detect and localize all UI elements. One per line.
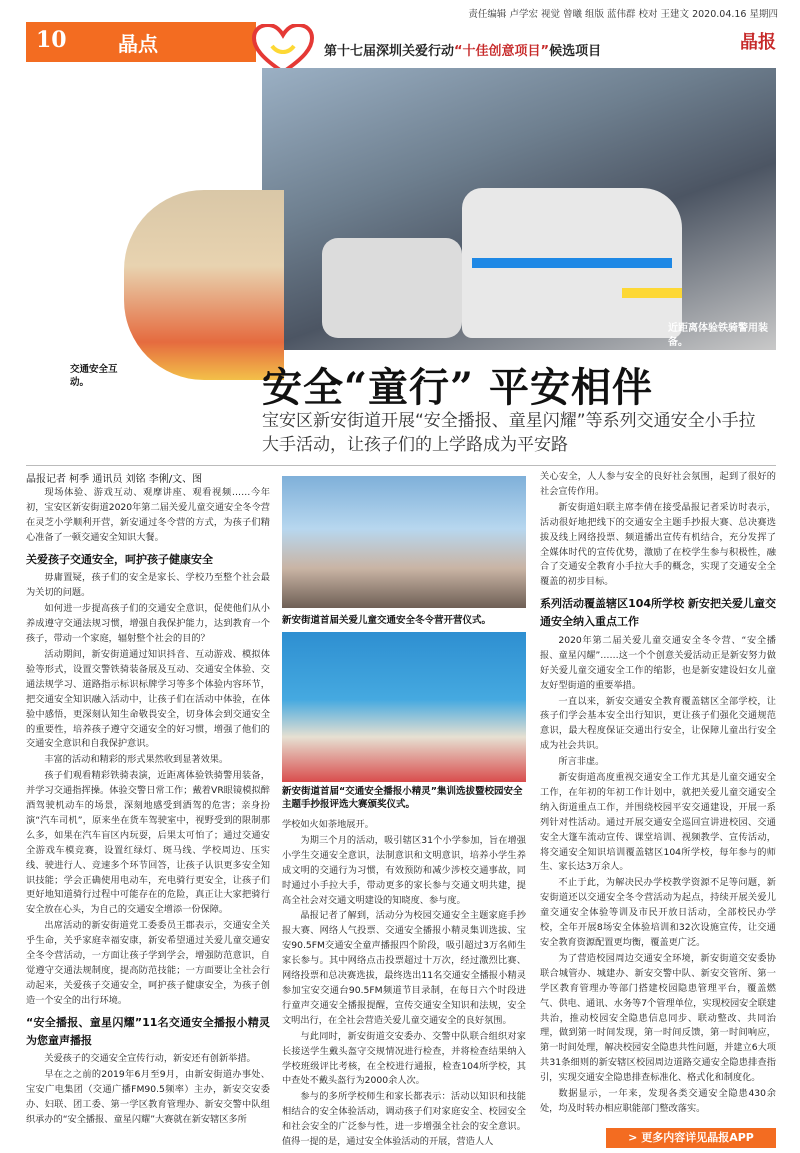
section-tag [26, 22, 256, 62]
ceremony-photo-caption: 新安街道首届关爱儿童交通安全冬令营开营仪式。 [282, 615, 492, 626]
header-meta: 责任编辑 卢学宏 视觉 曾曦 组版 蓝伟群 校对 王建文 2020.04.16 星期四 [468, 9, 778, 20]
paragraph: 孩子们观看精彩铁骑表演，近距离体验铁骑警用装备，并学习交通指挥操。体验交警日常工作；戴着VR眼镜模拟醉酒驾驶机动车的场景，深刻地感受到酒驾的危害；亲身扮演“汽车司机”，原来坐在货车驾驶室中，视野受到的限制那么多，如果在汽车盲区内玩耍，后果太可怕了；通过交通安全游戏车模竞赛，设置红绿灯、斑马线、学校周边、压实线、驶进行人、竞速多个环节回答，让孩子认识更多安全知识技能；学会正确使用电动车，充电骑行更安全，让孩子们更好地知道骑行过程中可能存在的危险，真正让大家把骑行安全放在心头，为自己的交通安全增添一份保障。 [26, 770, 270, 916]
paragraph: 新安街道妇联主席李倩在接受晶报记者采访时表示，活动很好地把线下的交通安全主题手抄报大赛、总决赛选拔及线上网络投票、频道播出宣传有机结合，充分发挥了全媒体时代的宣传优势，激励了在校学生参与积极性，融合了交通安全教育小手拉大手的概念，实现了交通安全全覆盖的初步目标。 [540, 501, 776, 588]
paragraph: 学校如火如荼地展开。 [282, 819, 374, 830]
main-photo-caption: 近距离体验铁骑警用装备。 [668, 323, 768, 348]
side-photo [124, 190, 284, 380]
headline: 安全“童行” 平安相伴 [262, 364, 653, 411]
paragraph: 关心安全，人人参与安全的良好社会氛围，起到了很好的社会宣传作用。 [540, 471, 776, 497]
paragraph: 2020年第二届关爱儿童交通安全冬令营、“安全播报、童星闪耀”……这一个个创意关爱活动正是新安努力做好关爱儿童交通安全工作的缩影，也是新安建设妇女儿童友好型街道的重要举措。 [540, 634, 776, 691]
section-name: 晶点 [118, 32, 158, 56]
divider [26, 465, 776, 466]
paragraph: 与此同时，新安街道交安委办、交警中队联合组织对家长接送学生戴头盔守交规情况进行检查，并将检查结果纳入学校班级评比考核，在全校进行通报，检查104所学校，其中查处不戴头盔行为2000余人次。 [282, 1030, 526, 1087]
article-column-3 [540, 470, 776, 1118]
paragraph: 晶报记者了解到，活动分为校园交通安全主题家庭手抄报大赛、网络人气投票、交通安全播报小精灵集训选拔、宝安90.5FM交通安全童声播报四个阶段，吸引超过3万名师生家长参与。其中网络点击投票超过十万次，经过激烈比赛、网络投票和总决赛选拔，最终选出11名交通安全播报小精灵参加宝安交通台90.5FM频道节目录制，在每日六个时段进行童声交通安全播报提醒，宣传交通安全知识和法规，安全文明出行，在全社会营造关爱儿童交通安全的良好氛围。 [282, 910, 526, 1026]
app-promo-link[interactable]: > 更多内容详见晶报APP [606, 1128, 776, 1148]
campaign-prefix: 第十七届深圳关爱行动 [324, 44, 455, 59]
article-column-1 [26, 486, 270, 1129]
subheading: 系列活动覆盖辖区104所学校 新安把关爱儿童交通安全纳入重点工作 [540, 597, 776, 629]
byline: 晶报记者 柯季 通讯员 刘铭 李俐/文、图 [26, 474, 203, 485]
page-number: 10 [36, 27, 67, 53]
side-photo-caption: 交通安全互动。 [70, 364, 118, 388]
paragraph: 不止于此，为解决民办学校教学资源不足等问题，新安街道还以交通安全冬令营活动为起点，持续开展关爱儿童交通安全体验等训及市民开放日活动，全部校民办学校，全年开展8场安全体验培训和32次设施宣传，让交通安全教育资源配置更均衡，覆盖更广泛。 [540, 877, 776, 948]
ceremony-photo [282, 476, 526, 608]
motorcycle-shape [322, 238, 462, 338]
paragraph: 为期三个月的活动，吸引辖区31个小学参加，旨在增强小学生交通安全意识，法制意识和文明意识，培养小学生养成文明的交通行为习惯，有效预防和减少涉校交通事故，同时通过小手拉大手，带动更多的家长参与交通文明共建，提高全社会对交通文明建设的知晓度、参与度。 [282, 834, 526, 906]
paragraph: 新安街道高度重视交通安全工作尤其是儿童交通安全工作，在年初的年初工作计划中，就把关爱儿童交通安全纳入街道重点工作，并围绕校园平安交通建设，开展一系列针对性活动。通过开展交通安全巡回宣讲进校园、交通安全大篷车流动宣传、课堂培训、视频教学、宣传活动，将交通安全知识培训覆盖辖区104所学校，每年参与的师生、家长达3万余人。 [540, 772, 776, 873]
paragraph: 为了营造校园周边交通安全环境，新安街道交安委协联合城管办、城建办、新安交警中队、新安交管所、第一学区教育管理办等部门搭建校园隐患管理平台，覆盖燃气、供电、通讯、水务等7个管理单位，实现校园安全联建共治，推动校园安全隐患信息同步、联动整改、共同治理，做到第一时间发现，第一时间反馈，第一时间响应，第一时间处理，解决校园安全隐患共性问题，并建立6大项共31条细则的新安辖区校园周边道路交通安全隐患排查指引，实现交通安全隐患排查标准化、格式化和制度化。 [540, 952, 776, 1084]
paragraph: 毋庸置疑，孩子们的安全是家长、学校乃至整个社会最为关切的问题。 [26, 572, 270, 599]
brand-logo: 晶报 [740, 32, 776, 53]
paragraph: 现场体验、游戏互动、观摩讲座、观看视频……今年初，宝安区新安街道2020年第二届关爱儿童交通安全冬令营在灵芝小学顺利开营，新安通过冬令营的方式，为孩子们精心准备了一顿交通安全知识大餐。 [26, 487, 270, 543]
subhead: 宝安区新安街道开展“安全播报、童星闪耀”等系列交通安全小手拉大手活动，让孩子们的上学路成为平安路 [262, 411, 756, 455]
paragraph: 活动期间，新安街道通过知识抖音、互动游戏、模拟体验等形式，设置交警铁骑装备展及互动、交通安全体验、交通法规学习、道路指示标识标牌学习等多个体验内容环节，把交通安全知识融入活动中，让孩子们在活动中体验，在体验中感悟，更深刻认知生命敬畏安全，切身体会到交通安全的重要性，培养孩子遵守交通安全的好习惯，增强了他们的交通安全意识和自我保护意识。 [26, 648, 270, 750]
paragraph: 参与的多所学校师生和家长都表示：活动以知识和技能相结合的安全体验活动，调动孩子们对家庭安全、校园安全和社会安全的广泛参与性，进一步增强全社会的安全意识。值得一提的是，通过安全体验活动的开展，营造人人 [282, 1091, 526, 1148]
paragraph: 所言非虚。 [558, 756, 605, 768]
paragraph: 数据显示，一年来，发现各类交通安全隐患430余处，均及时转办相应职能部门整改落实。 [540, 1088, 776, 1114]
paragraph: 丰富的活动和精彩的形式果然收到显著效果。 [44, 754, 229, 766]
award-photo [282, 632, 526, 782]
article-column-2 [282, 818, 526, 1151]
subheading: 关爱孩子交通安全，呵护孩子健康安全 [26, 552, 213, 566]
paragraph: 一直以来，新安交通安全教育覆盖辖区全部学校，让孩子们学会基本安全出行知识，更让孩子们强化交通规范意识，最大程度保证交通出行安全，让保障儿童出行安全成为社会共识。 [540, 695, 776, 752]
paragraph: 早在之之前的2019年6月至9月，由新安街道办事处、宝安广电集团（交通广播FM90.5频率）主办，新安交安委办、妇联、团工委、第一学区教育管理办、新安交警中队组织承办的“安全播报、童星闪耀”大赛就在新安辖区多所 [26, 1069, 270, 1125]
campaign-title [324, 40, 601, 59]
campaign-quote: “十佳创意项目” [454, 44, 550, 59]
motorcycle-stripe [472, 258, 672, 268]
subheading: “安全播报、童星闪耀”11名交通安全播报小精灵为您童声播报 [26, 1015, 270, 1047]
paragraph: 关爱孩子的交通安全宣传行动，新安还有创新举措。 [44, 1053, 256, 1065]
paragraph: 如何进一步提高孩子们的交通安全意识，促使他们从小养成遵守交通法规习惯，增强自我保护能力，达到教育一个孩子，带动一个家庭，辐射整个社会的目的？ [26, 603, 270, 645]
paragraph: 出席活动的新安街道党工委委员王郡表示，交通安全关乎生命，关乎家庭幸福安康，新安希望通过关爱儿童交通安全冬令营活动，一方面让孩子学到学会，增强防范意识，自觉遵守交通法规制度，提高防范技能；一方面要让全社会行动起来，关爱孩子交通安全，呵护孩子健康安全，为孩子创造一个安全的出行环境。 [26, 920, 270, 1006]
award-photo-caption: 新安街道首届“交通安全播报小精灵”集训选拔暨校园安全主题手抄报评选大赛颁奖仪式。 [282, 786, 523, 810]
motorcycle-stripe [622, 288, 682, 298]
campaign-suffix: 候选项目 [549, 44, 602, 59]
main-photo [262, 68, 776, 350]
